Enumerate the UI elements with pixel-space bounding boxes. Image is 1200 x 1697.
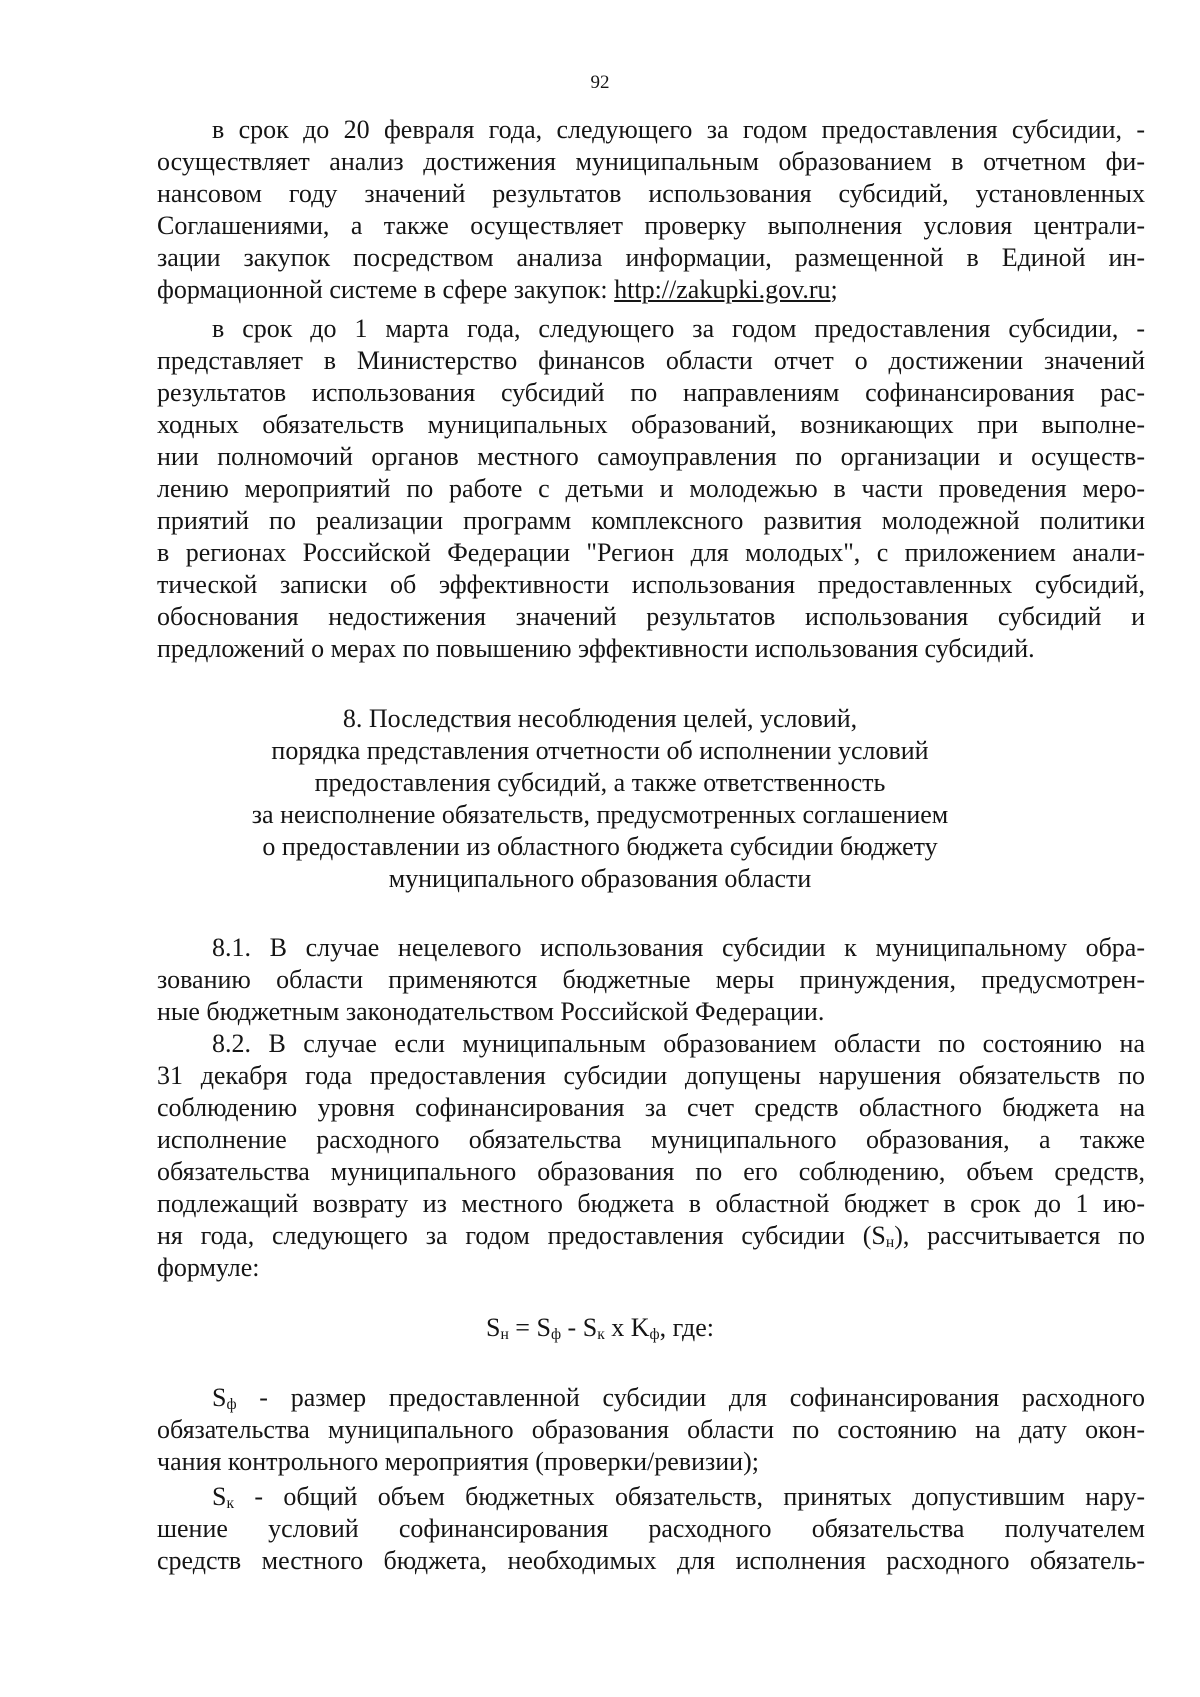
section-heading-line: о предоставлении из областного бюджета субсидии бюджету	[262, 832, 938, 861]
text-line: обоснования недостижения значений результатов использования субсидий и	[157, 602, 1145, 631]
text-line: нансовом году значений результатов использования субсидий, установленных	[157, 179, 1145, 208]
text-line: зованию области применяются бюджетные меры принуждения, предусмотрен-	[157, 965, 1145, 994]
section-heading-line: предоставления субсидий, а также ответственность	[314, 768, 886, 797]
section-heading-line: муниципального образования области	[388, 864, 812, 893]
section-heading-line: порядка представления отчетности об исполнении условий	[271, 736, 929, 765]
text-line: исполнение расходного обязательства муниципального образования, а также	[157, 1125, 1145, 1154]
formula-operator: =	[508, 1313, 537, 1342]
formula-symbol: S	[212, 1383, 227, 1412]
section-heading-line: 8. Последствия несоблюдения целей, условий,	[342, 704, 858, 733]
text-line	[157, 1219, 1145, 1252]
text-line: приятий по реализации программ комплексного развития молодежной политики	[157, 506, 1145, 535]
formula-tail: , где:	[659, 1313, 715, 1342]
text-line: в регионах Российской Федерации "Регион для молодых", с приложением анали-	[157, 538, 1145, 567]
subscript: ф	[649, 1326, 660, 1343]
formula-operator: x	[604, 1313, 631, 1342]
zakupki-link[interactable]: http://zakupki.gov.ru	[614, 275, 831, 304]
formula-symbol: S	[485, 1313, 501, 1342]
text-line: Соглашениями, а также осуществляет проверку выполнения условия централи-	[157, 211, 1145, 240]
formula-symbol: S	[536, 1313, 551, 1342]
text-line: лению мероприятий по работе с детьми и молодежью в части проведения меро-	[157, 474, 1145, 503]
page-number: 92	[590, 72, 610, 93]
formula-operator: -	[561, 1313, 583, 1342]
text-line: 31 декабря года предоставления субсидии допущены нарушения обязательств по	[157, 1061, 1145, 1090]
formula-symbol: S	[212, 1482, 227, 1511]
text-line: тической записки об эффективности использования предоставленных субсидий,	[157, 570, 1145, 599]
text-line: чания контрольного мероприятия (проверки/ревизии);	[157, 1447, 759, 1476]
text-line: осуществляет анализ достижения муниципальным образованием в отчетном фи-	[157, 147, 1145, 176]
text-line: предложений о мерах по повышению эффективности использования субсидий.	[157, 634, 1035, 663]
section-heading-line: за неисполнение обязательств, предусмотренных соглашением	[251, 800, 949, 829]
text-line: формуле:	[157, 1253, 260, 1282]
subscript: к	[226, 1495, 235, 1512]
text-line: подлежащий возврату из местного бюджета в областной бюджет в срок до 1 ию-	[157, 1189, 1145, 1218]
formula	[0, 1311, 1200, 1344]
text-line: в срок до 1 марта года, следующего за годом предоставления субсидии, -	[212, 314, 1145, 343]
formula-symbol: K	[630, 1313, 650, 1342]
subscript: ф	[226, 1396, 237, 1413]
subscript: к	[597, 1326, 605, 1343]
text-line: средств местного бюджета, необходимых для исполнения расходного обязатель-	[157, 1546, 1145, 1575]
text-line: ходных обязательств муниципальных образований, возникающих при выполне-	[157, 410, 1145, 439]
text-line	[157, 273, 1145, 306]
text-line: шение условий софинансирования расходного обязательства получателем	[157, 1514, 1145, 1543]
text-line	[212, 1381, 1145, 1414]
text-fragment: - размер предоставленной субсидии для софинансирования расходного	[236, 1383, 1145, 1412]
text-line: представляет в Министерство финансов области отчет о достижении значений	[157, 346, 1145, 375]
text-line	[212, 1480, 1145, 1513]
text-line: 8.1. В случае нецелевого использования субсидии к муниципальному обра-	[212, 933, 1145, 962]
text-line: ные бюджетным законодательством Российской Федерации.	[157, 997, 825, 1026]
formula-symbol: S	[582, 1313, 598, 1342]
text-line: обязательства муниципального образования по его соблюдению, объем средств,	[157, 1157, 1145, 1186]
text-line: нии полномочий органов местного самоуправления по организации и осуществ-	[157, 442, 1145, 471]
text-line: результатов использования субсидий по направлениям софинансирования рас-	[157, 378, 1145, 407]
text-line: в срок до 20 февраля года, следующего за годом предоставления субсидии, -	[212, 115, 1145, 144]
subscript: ф	[550, 1326, 562, 1343]
text-line: обязательства муниципального образования области по состоянию на дату окон-	[157, 1415, 1145, 1444]
subscript: н	[885, 1234, 895, 1251]
text-fragment: формационной системе в сфере закупок:	[157, 275, 615, 304]
text-fragment: ;	[830, 275, 838, 304]
text-fragment: ня года, следующего за годом предоставления субсидии (S	[157, 1221, 886, 1250]
text-line: 8.2. В случае если муниципальным образованием области по состоянию на	[212, 1029, 1145, 1058]
subscript: н	[500, 1326, 509, 1343]
text-line: зации закупок посредством анализа информации, размещенной в Единой ин-	[157, 243, 1145, 272]
text-fragment: - общий объем бюджетных обязательств, принятых допустившим нару-	[234, 1482, 1145, 1511]
text-fragment: ), рассчитывается по	[894, 1221, 1146, 1250]
text-line: соблюдению уровня софинансирования за счет средств областного бюджета на	[157, 1093, 1145, 1122]
